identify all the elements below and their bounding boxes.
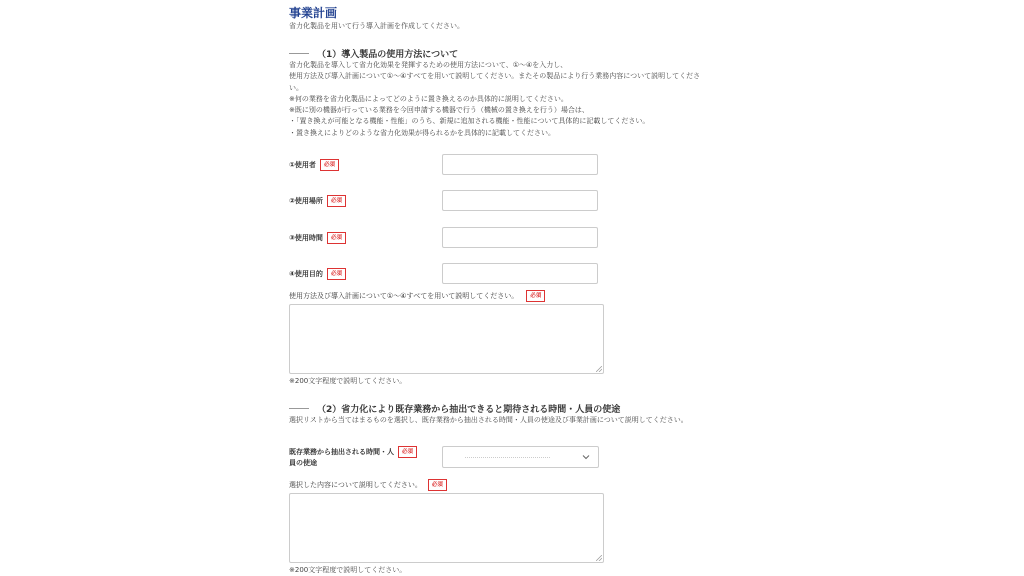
user-input[interactable] (442, 154, 598, 175)
section1-char-note: ※200文字程度で説明してください。 (289, 377, 407, 385)
page-description: 省力化製品を用いて行う導入計画を作成してください。 (289, 22, 464, 30)
required-badge: 必須 (428, 479, 447, 491)
section2-description (289, 415, 744, 426)
resize-grip-icon[interactable] (596, 555, 602, 561)
resize-grip-icon[interactable] (596, 366, 602, 372)
section2-heading-text: （2）省力化により既存業務から抽出できると期待される時間・人員の使途 (317, 405, 621, 415)
section2-textarea-label (289, 479, 447, 491)
heading-dash (289, 53, 309, 54)
user-label-text: ①使用者 (289, 161, 316, 169)
section1-desc-line: い。 (289, 83, 303, 92)
section1-desc-line: ※何の業務を省力化製品によってどのように置き換えるのか具体的に説明してください。 (289, 94, 568, 103)
time-input[interactable] (442, 227, 598, 248)
section1-heading (289, 47, 458, 60)
heading-dash (289, 408, 309, 409)
location-field-label (289, 195, 346, 207)
section2-desc-line: 選択リストから当てはまるものを選択し、既存業務から抽出される時間・人員の使途及び事業計画について説明してください。 (289, 416, 688, 424)
time-field-label (289, 232, 346, 244)
section2-char-note: ※200文字程度で説明してください。 (289, 566, 407, 574)
usage-plan-textarea[interactable] (289, 304, 604, 374)
section1-description (289, 60, 744, 139)
section1-desc-line: ・置き換えによりどのような省力化効果が得られるかを具体的に記載してください。 (289, 128, 555, 137)
section1-desc-line: 省力化製品を導入して省力化効果を発揮するための使用方法について、①〜④を入力し、 (289, 61, 568, 69)
required-badge: 必須 (398, 446, 417, 458)
required-badge: 必須 (327, 268, 346, 280)
select-placeholder (465, 457, 550, 459)
section1-desc-line: ※既に別の機器が行っている業務を今回申請する機器で行う（機械の置き換えを行う）場合は、 (289, 106, 589, 115)
select-label-line2: 員の使途 (289, 459, 317, 467)
section1-textarea-label (289, 290, 545, 302)
purpose-label-text: ④使用目的 (289, 270, 323, 278)
section1-textarea-label-text: 使用方法及び導入計画について①〜④すべてを用いて説明してください。 (289, 292, 519, 300)
location-input[interactable] (442, 190, 598, 211)
required-badge: 必須 (526, 290, 545, 302)
select-label-line1: 既存業務から抽出される時間・人 (289, 447, 394, 456)
selected-content-textarea[interactable] (289, 493, 604, 563)
section2-heading (289, 402, 620, 415)
required-badge: 必須 (327, 232, 346, 244)
section1-heading-text: （1）導入製品の使用方法について (317, 50, 459, 60)
select-label-row (289, 446, 417, 458)
time-label-text: ③使用時間 (289, 234, 323, 242)
section2-textarea-label-text: 選択した内容について説明してください。 (289, 481, 422, 489)
select-field-label (289, 446, 417, 469)
user-field-label (289, 159, 339, 171)
page-title: 事業計画 (289, 6, 338, 20)
required-badge: 必須 (320, 159, 339, 171)
section1-desc-line: ・「置き換えが可能となる機能・性能」のうち、新規に追加される機能・性能について具体的に記載してください。 (289, 117, 650, 126)
purpose-input[interactable] (442, 263, 598, 284)
purpose-field-label (289, 268, 346, 280)
required-badge: 必須 (327, 195, 346, 207)
time-personnel-usage-select[interactable] (442, 446, 599, 468)
location-label-text: ②使用場所 (289, 197, 323, 205)
chevron-down-icon (582, 453, 590, 461)
section1-desc-line: 使用方法及び導入計画について①〜④すべてを用いて説明してください。またその製品により行う業務内容について説明してくださ (289, 72, 701, 81)
